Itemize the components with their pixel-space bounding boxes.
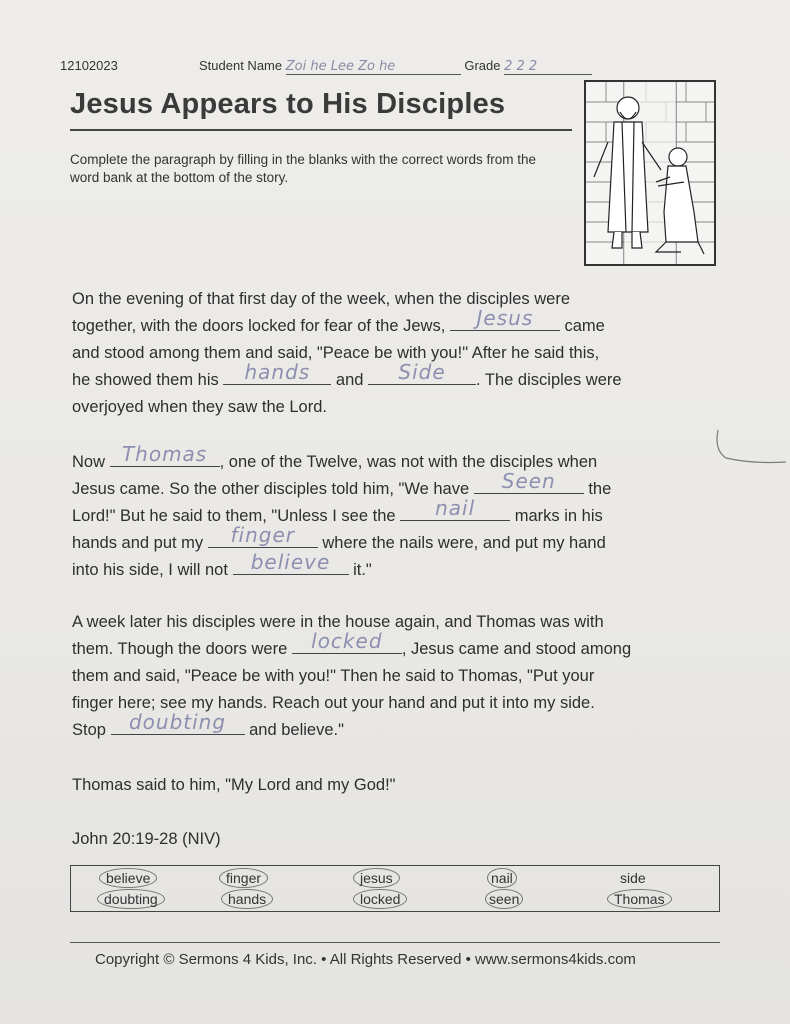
pencil-mark-icon (712, 428, 790, 468)
p2-line-1: Now Thomas , one of the Twelve, was not with the disciples when (72, 442, 598, 471)
worksheet-title: Jesus Appears to His Disciples (70, 88, 506, 120)
grade-field[interactable] (504, 58, 592, 75)
p2-line-4: hands and put my finger where the nails were, and put my hand (72, 523, 606, 552)
p3-line-3: them and said, "Peace be with you!" Then he said to Thomas, "Put your (72, 667, 595, 685)
copyright-footer: Copyright © Sermons 4 Kids, Inc. • All Rights Reserved • www.sermons4kids.com (95, 951, 636, 968)
p3-line-4: finger here; see my hands. Reach out your hand and put it into my side. (72, 694, 595, 712)
paragraph-2 (72, 442, 612, 584)
student-name-field[interactable] (286, 58, 461, 75)
worksheet-code: 12102023 (60, 58, 118, 73)
grade-value: 2 2 2 (504, 59, 538, 74)
blank-doubting[interactable]: doubting (111, 734, 245, 735)
blank-seen[interactable]: Seen (474, 493, 584, 494)
word-bank-item[interactable]: doubting (97, 889, 165, 909)
paragraph-1 (72, 286, 622, 421)
p1-line-1: On the evening of that first day of the week, when the disciples were (72, 290, 571, 308)
blank-thomas[interactable]: Thomas (110, 466, 220, 467)
jesus-thomas-illustration (584, 80, 716, 266)
blank-believe[interactable]: believe (233, 574, 349, 575)
blank-nail[interactable]: nail (400, 520, 510, 521)
word-bank-item[interactable]: hands (221, 889, 273, 909)
p2-line-2: Jesus came. So the other disciples told him, "We have Seen the (72, 469, 612, 498)
scripture-citation: John 20:19-28 (NIV) (72, 830, 221, 848)
blank-locked[interactable]: locked (292, 653, 402, 654)
p1-line-4: he showed them his hands and Side . The disciples were (72, 360, 622, 389)
p3-line-5: Stop doubting and believe." (72, 710, 344, 739)
grade-label: Grade (464, 58, 501, 73)
word-bank-item[interactable]: believe (99, 868, 157, 888)
word-bank-item[interactable]: jesus (353, 868, 400, 888)
blank-side[interactable]: Side (368, 384, 476, 385)
word-bank-item[interactable]: nail (487, 868, 517, 888)
word-bank-item[interactable]: finger (219, 868, 268, 888)
p2-line-3: Lord!" But he said to them, "Unless I see the nail marks in his (72, 496, 603, 525)
p1-line-2: together, with the doors locked for fear of the Jews, Jesus came (72, 306, 605, 335)
word-bank-item[interactable]: side (620, 870, 646, 886)
paragraph-3 (72, 609, 631, 744)
instructions: Complete the paragraph by filling in the blanks with the correct words from the word bank at the bottom of the story. (70, 152, 536, 185)
p3-line-1: A week later his disciples were in the house again, and Thomas was with (72, 613, 604, 631)
student-name-row (199, 58, 592, 75)
student-name-value: Zoi he Lee Zo he (285, 59, 396, 74)
p1-line-5: overjoyed when they saw the Lord. (72, 398, 327, 416)
blank-jesus[interactable]: Jesus (450, 330, 560, 331)
p3-line-2: them. Though the doors were locked , Jesus came and stood among (72, 629, 632, 658)
title-divider (70, 129, 572, 131)
word-bank (70, 865, 720, 912)
student-name-label: Student Name (199, 58, 283, 73)
word-bank-item[interactable]: locked (353, 889, 407, 909)
blank-hands[interactable]: hands (223, 384, 331, 385)
word-bank-item[interactable]: Thomas (607, 889, 672, 909)
p1-line-3: and stood among them and said, "Peace be with you!" After he said this, (72, 344, 600, 362)
blank-finger[interactable]: finger (208, 547, 318, 548)
footer-divider (70, 942, 720, 943)
p2-line-5: into his side, I will not believe it." (72, 550, 372, 579)
word-bank-item[interactable]: seen (485, 889, 523, 909)
paragraph-4: Thomas said to him, "My Lord and my God!" (72, 776, 396, 794)
